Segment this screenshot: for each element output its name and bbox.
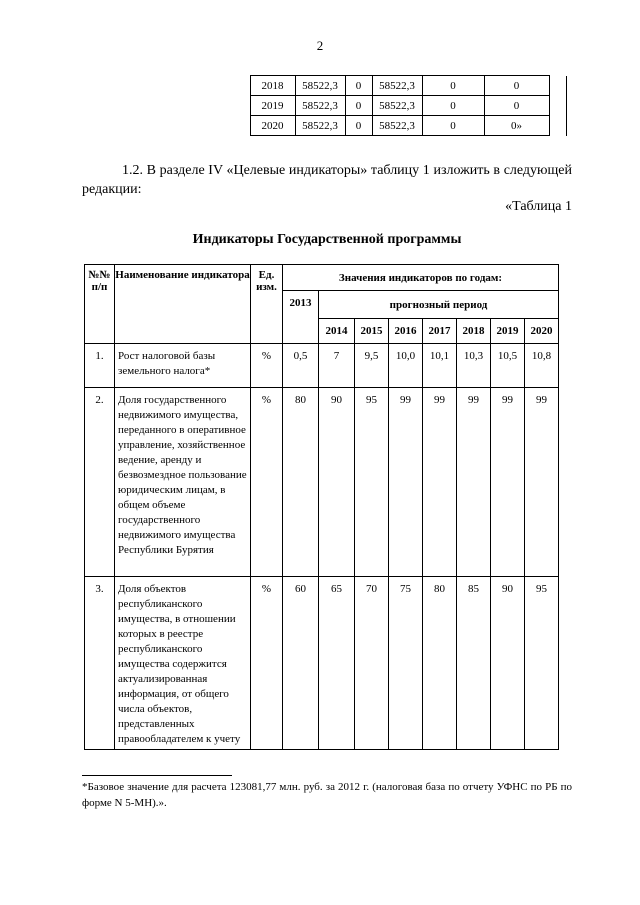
table-cell: 58522,3	[295, 116, 345, 136]
indicator-value: 90	[491, 577, 525, 750]
header-year: 2019	[491, 319, 525, 344]
table-cell: 0	[484, 96, 549, 116]
indicator-value: 60	[283, 577, 319, 750]
indicator-name: Рост налоговой базы земельного налога*	[115, 344, 251, 388]
table-cell: 58522,3	[372, 76, 422, 96]
header-year: 2015	[355, 319, 389, 344]
indicator-value: 7	[319, 344, 355, 388]
indicator-value: 10,1	[423, 344, 457, 388]
table-cell: 2018	[250, 76, 295, 96]
table-cell: 58522,3	[295, 76, 345, 96]
table-cell: 0	[422, 96, 484, 116]
indicator-value: 95	[355, 388, 389, 577]
indicator-value: 10,8	[525, 344, 559, 388]
table-cell: 58522,3	[295, 96, 345, 116]
table-row	[85, 344, 559, 388]
table-row	[82, 76, 566, 96]
indicator-value: 10,3	[457, 344, 491, 388]
table-cell: 2019	[250, 96, 295, 116]
header-values-by-year: Значения индикаторов по годам:	[283, 265, 559, 291]
indicator-unit: %	[251, 577, 283, 750]
indicator-value: 10,0	[389, 344, 423, 388]
indicator-value: 75	[389, 577, 423, 750]
row-num: 2.	[85, 388, 115, 577]
table-row	[85, 577, 559, 750]
table-cell: 58522,3	[372, 116, 422, 136]
indicator-value: 70	[355, 577, 389, 750]
indicator-value: 65	[319, 577, 355, 750]
header-unit: Ед. изм.	[251, 265, 283, 344]
table-title: Индикаторы Государственной программы	[192, 232, 462, 247]
header-num: №№ п/п	[85, 265, 115, 344]
footnote: *Базовое значение для расчета 123081,77 млн. руб. за 2012 г. (налоговая база по отчету УФНС по РБ по форме N 5-МН).».	[82, 781, 572, 809]
indicator-value: 10,5	[491, 344, 525, 388]
indicator-value: 99	[491, 388, 525, 577]
table-cell: 2020	[250, 116, 295, 136]
indicators-table	[84, 264, 559, 750]
indicator-value: 99	[525, 388, 559, 577]
table-cell: 0	[345, 96, 372, 116]
header-row	[85, 265, 559, 291]
table-cell: 0	[345, 116, 372, 136]
header-year: 2020	[525, 319, 559, 344]
table-label: «Таблица 1	[505, 199, 572, 214]
indicator-value: 99	[423, 388, 457, 577]
amendment-paragraph: 1.2. В разделе IV «Целевые индикаторы» таблицу 1 изложить в следующей редакции:	[82, 163, 572, 197]
table-cell: 0	[484, 76, 549, 96]
indicator-name: Доля государственного недвижимого имущества, переданного в оперативное управление, хозяйственное ведение, аренду и безвозмездное пользование юридическим лицам, в общем объеме государственного недвижимого имущества Республики Бурятия	[115, 388, 251, 577]
row-num: 3.	[85, 577, 115, 750]
indicator-value: 0,5	[283, 344, 319, 388]
indicator-value: 90	[319, 388, 355, 577]
table-cell: 0	[345, 76, 372, 96]
indicator-value: 9,5	[355, 344, 389, 388]
continued-table	[82, 75, 567, 136]
header-year: 2014	[319, 319, 355, 344]
header-year: 2017	[423, 319, 457, 344]
indicator-value: 80	[283, 388, 319, 577]
header-year: 2016	[389, 319, 423, 344]
indicator-value: 95	[525, 577, 559, 750]
indicator-value: 99	[457, 388, 491, 577]
table-cell: 58522,3	[372, 96, 422, 116]
header-base-year: 2013	[283, 291, 319, 344]
header-name: Наименование индикатора	[115, 265, 251, 344]
page-number: 2	[316, 38, 324, 53]
table-cell: 0	[422, 76, 484, 96]
indicator-value: 80	[423, 577, 457, 750]
indicator-value: 85	[457, 577, 491, 750]
footnote-separator	[82, 775, 232, 776]
header-forecast: прогнозный период	[319, 291, 559, 319]
row-num: 1.	[85, 344, 115, 388]
indicator-unit: %	[251, 344, 283, 388]
header-year: 2018	[457, 319, 491, 344]
indicator-value: 99	[389, 388, 423, 577]
table-row	[85, 388, 559, 577]
table-cell: 0	[422, 116, 484, 136]
indicator-name: Доля объектов республиканского имущества, в отношении которых в реестре республиканского имущества содержится актуализированная информация, от общего числа объектов, представленных правообладателем к учету	[115, 577, 251, 750]
table-cell: 0»	[484, 116, 549, 136]
indicator-unit: %	[251, 388, 283, 577]
